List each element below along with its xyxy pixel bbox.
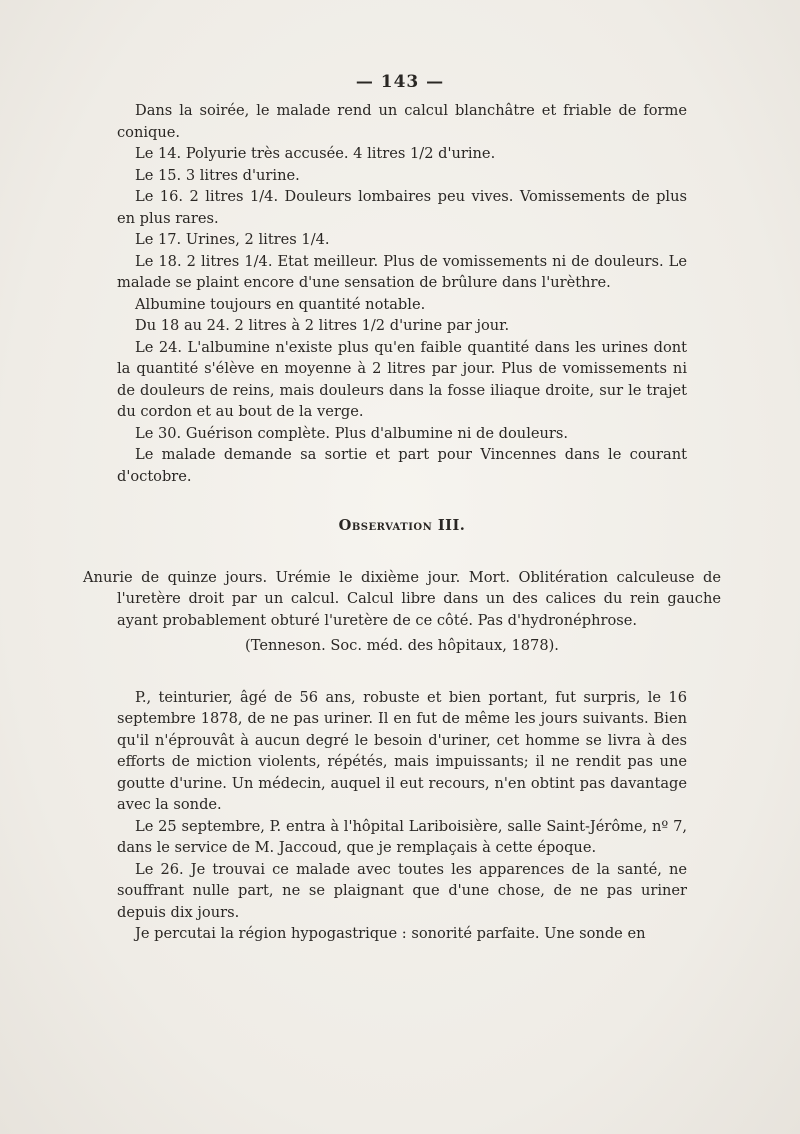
page-number: — 143 — — [355, 72, 445, 92]
paragraph: P., teinturier, âgé de 56 ans, robuste et bien portant, fut surpris, le 16 septembre 1878, de ne pas uriner. Il en fut de même les jours suivants. Bien qu'il n'éprouvât à aucun degré le besoin d'uriner, cet homme se livra à des efforts de miction violents, répétés, mais impuissants; il ne rendit pas une goutte d'urine. Un médecin, auquel il eut recours, n'en obtint pas davantage avec la sonde. — [117, 688, 687, 813]
paragraph: Le 30. Guérison complète. Plus d'albumine ni de douleurs. — [135, 424, 569, 442]
paragraph: Le 16. 2 litres 1/4. Douleurs lombaires peu vives. Vomissements de plus en plus rares. — [117, 188, 687, 227]
paragraph: Le 14. Polyurie très accusée. 4 litres 1/2 d'urine. — [135, 145, 496, 162]
paragraph: Le 24. L'albumine n'existe plus qu'en faible quantité dans les urines dont la quantité s'élève en moyenne à 2 litres par jour. Plus de vomissements ni de douleurs de reins, mais douleurs dans la fosse iliaque droite, sur le trajet du cordon et au bout de la verge. — [117, 338, 687, 420]
observation-summary: Anurie de quinze jours. Urémie le dixième jour. Mort. Oblitération calculeuse de l'uretère droit par un calcul. Calcul libre dans un des calices du rein gauche ayant probablement obturé l'uretère de ce côté. Pas d'hydronéphrose. — [83, 568, 721, 629]
observation-source: (Tenneson. Soc. méd. des hôpitaux, 1878). — [245, 637, 559, 654]
paragraph: Le 25 septembre, P. entra à l'hôpital Lariboisière, salle Saint-Jérôme, nº 7, dans le service de M. Jaccoud, que je remplaçais à cette époque. — [117, 817, 687, 856]
paragraph: Dans la soirée, le malade rend un calcul blanchâtre et friable de forme conique. — [117, 102, 687, 141]
paragraph: Le 18. 2 litres 1/4. Etat meilleur. Plus de vomissements ni de douleurs. Le malade se plaint encore d'une sensation de brûlure dans l'urèthre. — [117, 252, 687, 291]
paragraph: Albumine toujours en quantité notable. — [135, 295, 426, 313]
paragraph: Le 15. 3 litres d'urine. — [135, 166, 300, 184]
paragraph: Du 18 au 24. 2 litres à 2 litres 1/2 d'urine par jour. — [135, 317, 510, 334]
observation-heading: Observation III. — [338, 517, 466, 534]
paragraph: Le 17. Urines, 2 litres 1/4. — [135, 231, 330, 248]
paragraph: Le malade demande sa sortie et part pour Vincennes dans le courant d'octobre. — [117, 446, 687, 485]
body-text — [83, 100, 721, 945]
paragraph: Le 26. Je trouvai ce malade avec toutes les apparences de la santé, ne souffrant nulle part, ne se plaignant que d'une chose, de ne pas uriner depuis dix jours. — [117, 860, 687, 921]
paragraph: Je percutai la région hypogastrique : sonorité parfaite. Une sonde en — [135, 925, 646, 942]
